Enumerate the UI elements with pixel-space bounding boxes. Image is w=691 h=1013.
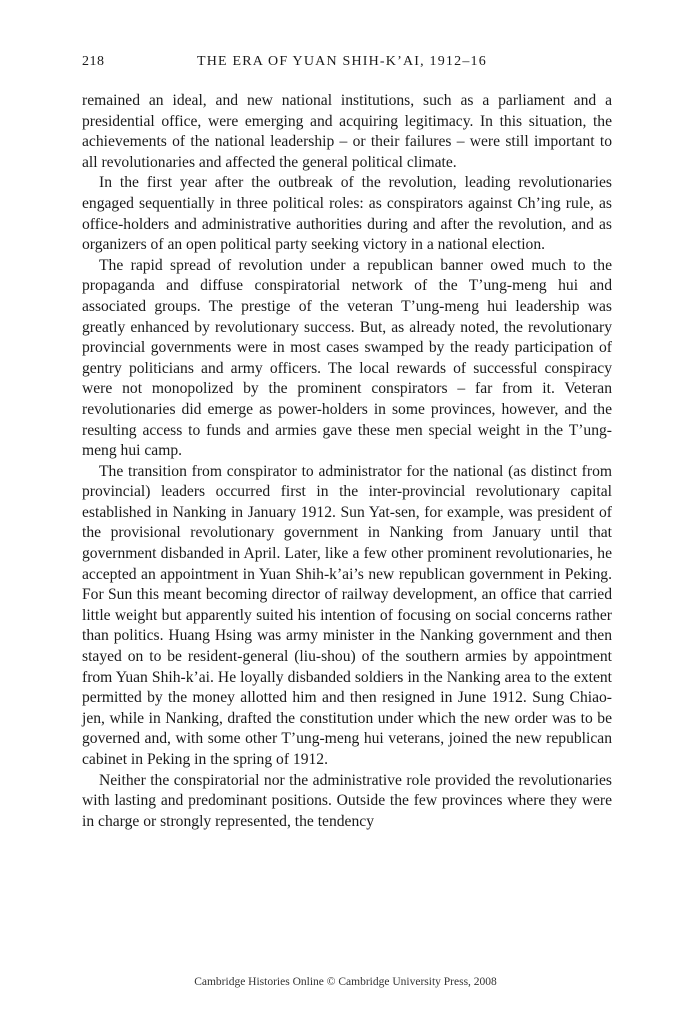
paragraph: Neither the conspiratorial nor the administrative role provided the revolutionaries with lasting and predominant positions. Outside the few provinces where they were in charge or strongly represented, the tendency: [82, 771, 612, 830]
body-text: [82, 91, 612, 832]
copyright-footer: Cambridge Histories Online © Cambridge University Press, 2008: [194, 976, 497, 988]
paragraph-continuation: remained an ideal, and new national institutions, such as a parliament and a presidential office, were emerging and acquiring legitimacy. In this situation, the achievements of the national leadership – or their failures – were still important to all revolutionaries and affected the general political climate.: [82, 92, 612, 171]
paragraph: The transition from conspirator to administrator for the national (as distinct from provincial) leaders occurred first in the inter-provincial revolutionary capital established in Nanking in January 1912. Sun Yat-sen, for example, was president of the provisional revolutionary government in Nanking from January until that government disbanded in April. Later, like a few other prominent revolutionaries, he accepted an appointment in Yuan Shih-k’ai’s new republican government in Peking. For Sun this meant becoming director of railway development, an office that carried little weight but apparently suited his intention of focusing on social concerns rather than politics. Huang Hsing was army minister in the Nanking government and then stayed on to be resident-general (liu-shou) of the southern armies by appointment from Yuan Shih-k’ai. He loyally disbanded soldiers in the Nanking area to the extent permitted by the money allotted him and then resigned in June 1912. Sung Chiao-jen, while in Nanking, drafted the constitution under which the new order was to be governed and, with some other T’ung-meng hui veterans, joined the new republican cabinet in Peking in the spring of 1912.: [82, 462, 612, 768]
paragraph: In the first year after the outbreak of the revolution, leading revolutionaries engaged sequentially in three political roles: as conspirators against Ch’ing rule, as office-holders and administrative authorities during and after the revolution, and as organizers of an open political party seeking victory in a national election.: [82, 174, 612, 254]
page-number: 218: [82, 54, 105, 69]
paragraph: The rapid spread of revolution under a republican banner owed much to the propaganda and diffuse conspiratorial network of the T’ung-meng hui and associated groups. The prestige of the veteran T’ung-meng hui leadership was greatly enhanced by revolutionary success. But, as already noted, the revolutionary provincial governments were in most cases swamped by the ready participation of gentry politicians and army officers. The local rewards of successful conspiracy were not monopolized by the prominent conspirators – far from it. Veteran revolutionaries did emerge as power-holders in some provinces, however, and the resulting access to funds and armies gave these men special weight in the T’ung-meng hui camp.: [82, 256, 612, 460]
running-head: [82, 54, 612, 74]
running-title: THE ERA OF YUAN SHIH-K’AI, 1912–16: [197, 54, 487, 69]
